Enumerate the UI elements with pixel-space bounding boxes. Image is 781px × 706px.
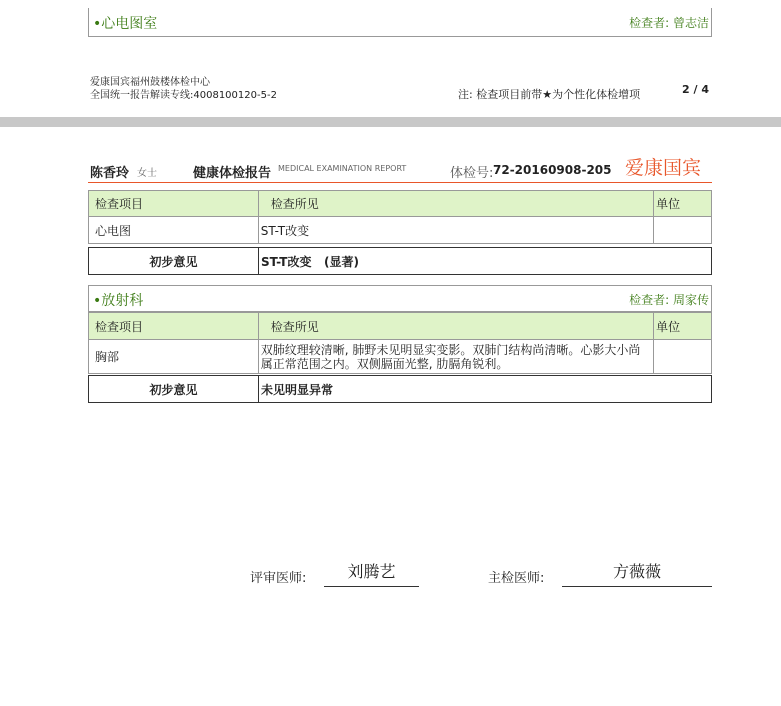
chief-label: 主检医师: [488,571,545,586]
ecg-room-header-box [88,8,712,37]
exam-no-label: 体检号: [450,166,494,181]
reviewer-signature: 刘腾艺 [324,559,419,587]
exam-no: 72-20160908-205 [493,163,612,177]
ecg-summary [88,247,712,275]
header-rule [88,182,712,183]
ecg-row-result: ST-T改变 [258,217,653,244]
ecg-summary-label: 初步意见 [89,248,259,275]
center-name: 爱康国宾福州鼓楼体检中心 [90,77,210,88]
ecg-room-inspector: 检查者: 曾志洁 [629,16,709,30]
report-title: 健康体检报告 [193,166,272,181]
radiology-col-item: 检查项目 [89,313,259,340]
ecg-summary-value: ST-T改变 (显著) [259,248,712,275]
radiology-summary-label: 初步意见 [89,376,259,403]
radiology-col-unit: 单位 [654,313,712,340]
radiology-table [88,312,712,374]
radiology-row-unit [654,340,712,374]
ecg-table [88,190,712,244]
chief-signature: 方薇薇 [562,559,712,587]
radiology-inspector: 检查者: 周家传 [629,293,709,307]
brand-logo: 爱康国宾 [625,157,702,179]
footer-note: 注: 检查项目前带★为个性化体检增项 [458,88,641,101]
radiology-summary-value: 未见明显异常 [259,376,712,403]
radiology-summary [88,375,712,403]
ecg-col-item: 检查项目 [89,191,259,217]
radiology-row-item: 胸部 [89,340,259,374]
patient-name: 陈香玲 [90,166,130,181]
reviewer-label: 评审医师: [250,571,307,586]
patient-gender: 女士 [137,168,157,179]
ecg-room-title: •心电图室 [93,16,158,32]
ecg-col-result: 检查所见 [258,191,653,217]
ecg-row-item: 心电图 [89,217,259,244]
radiology-header [88,285,712,312]
page-divider [0,117,781,127]
radiology-row-result: 双肺纹理较清晰, 肺野未见明显实变影。双肺门结构尚清晰。心影大小尚属正常范围之内。双侧膈面光整, 肋膈角锐利。 [258,340,653,374]
page-number: 2 / 4 [682,83,709,96]
ecg-col-unit: 单位 [654,191,712,217]
ecg-row-unit [654,217,712,244]
radiology-col-result: 检查所见 [258,313,653,340]
report-title-en: MEDICAL EXAMINATION REPORT [278,164,407,173]
radiology-title: •放射科 [93,293,144,309]
hotline: 全国统一报告解读专线:4008100120-5-2 [90,90,277,101]
